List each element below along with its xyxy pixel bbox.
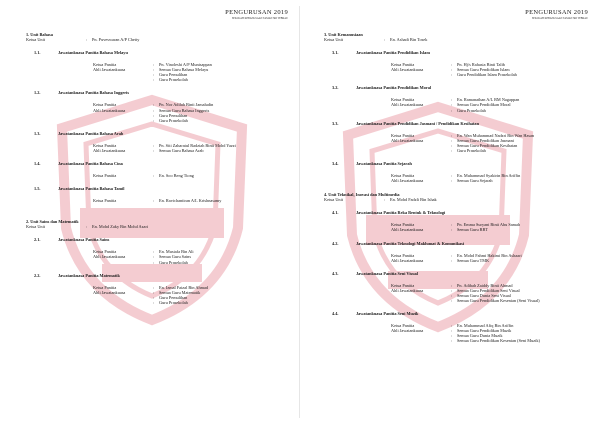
row: Ketua Panitia : Pn. Nor Adilah Binti Jamaludin xyxy=(93,102,214,108)
row: : Guru Prasekolah xyxy=(153,299,188,305)
row: Ahli Jawatankuasa : Semua Guru Sains xyxy=(93,254,191,260)
panel-bahasa-melayu: 1.1. Jawatankuasa Panitia Bahasa Melayu Ketua Panitia : Pn. Vinoleshi A/P Munisappan Ahli Jawatankuasa : Semua Guru Bahasa Melayu : Guru Pemulihan : Guru Prasekolah xyxy=(26,50,294,82)
panel-bahasa-inggeris: 1.2. Jawatankuasa Panitia Bahasa Inggeris Ketua Panitia : Pn. Nor Adilah Binti Jamaludin Ahli Jawatankuasa : Semua Guru Bahasa Inggeris : Guru Pemulihan : Guru Prasekolah xyxy=(26,90,294,122)
header-subtitle: SEKOLAH KEBANGSAAN TAMAN SRI TEBRAU xyxy=(231,17,288,20)
row: : Guru Prasekolah xyxy=(153,259,188,265)
row: Ahli Jawatankuasa : Semua Guru Sejarah xyxy=(391,178,493,184)
panel-seni-muzik: 4.4. Jawatankuasa Panitia Seni Muzik Ketua Panitia : En. Muhammad Afiq Bin Ariffin Ahli Jawatankuasa : Semua Guru Pendidikan Muzik : Semua Guru Dunia Muzik : Semua Guru Pendidikan Kesenian (Seni Muzik) xyxy=(324,311,592,343)
row: : Guru Pemulihan xyxy=(153,294,188,300)
row: Ketua Panitia : En. Mohd Fahmi Hakimi Bin Ashaari xyxy=(391,252,522,258)
row: Ketua Panitia : Pn. Vinoleshi A/P Munisappan xyxy=(93,62,212,68)
row: Ketua Panitia : Pn. Siti Zaharatul Radziah Binti Mohd Yazzi xyxy=(93,142,236,148)
panel-pendidikan-moral: 3.2. Jawatankuasa Panitia Pendidikan Moral Ketua Panitia : En. Ramanathan A/L RM Nagappan Ahli Jawatankuasa : Semua Guru Pendidikan Moral : Guru Prasekolah xyxy=(324,85,592,112)
header-title: PENGURUSAN 2019 xyxy=(525,9,588,16)
row: Ahli Jawatankuasa : Semua Guru Pendidikan Seni Visual xyxy=(391,287,520,293)
row: : Guru Prasekolah xyxy=(153,77,188,83)
row: Ketua Panitia : Pn. Hj/s Rahasia Binti Talib xyxy=(391,62,505,68)
row: : Guru Pendidikan Islam Prasekolah xyxy=(451,72,517,78)
row: Ketua Panitia : Pn. Emma Suryani Binti Abu Samah xyxy=(391,222,521,228)
row: Ketua Panitia : En. Wan Muhammad Nadzri Bin Wan Hasan xyxy=(391,132,535,138)
row: Ketua Panitia : En. Soo Beng Tiong xyxy=(93,173,194,179)
row: Ahli Jawatankuasa : Semua Guru Pendidikan Moral xyxy=(391,102,511,108)
panel-bahasa-tamil: 1.5. Jawatankuasa Panitia Bahasa Tamil Ketua Panitia : En. Ravichantiran A/L Krishnasamy xyxy=(26,186,294,203)
row: Ketua Panitia : En. Izmal Faizal Bin Ahmad xyxy=(93,284,209,290)
row: Ketua Panitia : Pn. Adibah Zaiddy Binti Ahmad xyxy=(391,282,513,288)
row: : Guru Prasekolah xyxy=(451,147,486,153)
row: Ahli Jawatankuasa : Semua Guru Pendidikan Jasmani xyxy=(391,137,514,143)
unit-head-row: Ketua Unit : En. Mohd Zaky Bin Mohd Azari xyxy=(26,224,149,230)
row: Ketua Panitia : En. Ravichantiran A/L Krishnasamy xyxy=(93,198,222,204)
row: : Guru Pemulihan xyxy=(153,112,188,118)
panel-bahasa-arab: 1.3. Jawatankuasa Panitia Bahasa Arab Ketua Panitia : Pn. Siti Zaharatul Radziah Binti Mohd Yazzi Ahli Jawatankuasa : Semua Guru Bahasa Arab xyxy=(26,131,294,153)
row: Ahli Jawatankuasa : Semua Guru Bahasa Inggeris xyxy=(93,107,210,113)
panel-pendidikan-jasmani: 3.3. Jawatankuasa Panitia Pendidikan Jasmani / Pendidikan Kesihatan Ketua Panitia : En. Wan Muhammad Nadzri Bin Wan Hasan Ahli Jawatankuasa : Semua Guru Pendidikan Jasmani : Semua Guru Pendidikan Kesihatan : Guru Prasekolah xyxy=(324,121,592,153)
row: : Semua Guru Pendidikan Kesenian (Seni Muzik) xyxy=(451,338,540,344)
document-page-right xyxy=(300,0,600,424)
content-left xyxy=(26,32,294,305)
row: : Semua Guru Dunia Muzik xyxy=(451,333,503,339)
unit-title: 4. Unit Teknikal, Inovasi dan Multimedia xyxy=(324,192,400,198)
row: Ketua Panitia : En. Muhammad Syakirin Bin Ariffin xyxy=(391,173,521,179)
row: : Semua Guru Pendidikan Kesenian (Seni Visual) xyxy=(451,297,540,303)
row: Ahli Jawatankuasa : Semua Guru Bahasa Melayu xyxy=(93,67,209,73)
page-header-right xyxy=(525,9,588,20)
unit-teknikal-inovasi-multimedia xyxy=(324,192,592,343)
row: Ketua Panitia : En. Muhammad Afiq Bin Ariffin xyxy=(391,323,514,329)
row: Ketua Panitia : En. Ramanathan A/L RM Nagappan xyxy=(391,97,520,103)
row: Ahli Jawatankuasa : Semua Guru Pendidikan Muzik xyxy=(391,328,512,334)
row: : Semua Guru Dunia Seni Visual xyxy=(451,292,511,298)
unit-head-row: Ketua Unit : En. Ashadi Bin Tosek xyxy=(324,37,428,42)
panel-matematik: 2.2. Jawatankuasa Panitia Matematik Ketua Panitia : En. Izmal Faizal Bin Ahmad Ahli Jawatankuasa : Semua Guru Matematik : Guru Pemulihan : Guru Prasekolah xyxy=(26,273,294,305)
unit-title: 1. Unit Bahasa xyxy=(26,32,53,37)
row: Ketua Panitia : En. Mustafa Bin Ali xyxy=(93,249,194,255)
row: : Guru Prasekolah xyxy=(451,107,486,113)
unit-title: 2. Unit Sains dan Matematik xyxy=(26,219,79,225)
page-header-left xyxy=(225,9,288,20)
panel-reka-bentuk-teknologi: 4.1. Jawatankuasa Panitia Reka Bentuk & Teknologi Ketua Panitia : Pn. Emma Suryani Binti Abu Samah Ahli Jawatankuasa : Semua Guru RBT xyxy=(324,210,592,232)
content-right xyxy=(324,32,592,343)
unit-title: 3. Unit Kemanusiaan xyxy=(324,32,363,37)
panel-sains: 2.1. Jawatankuasa Panitia Sains Ketua Panitia : En. Mustafa Bin Ali Ahli Jawatankuasa : Semua Guru Sains : Guru Prasekolah xyxy=(26,237,294,264)
header-subtitle: SEKOLAH KEBANGSAAN TAMAN SRI TEBRAU xyxy=(531,17,588,20)
row: Ahli Jawatankuasa : Semua Guru Pendidikan Islam xyxy=(391,67,510,73)
row: : Guru Pemulihan xyxy=(153,72,188,78)
unit-head-row: Ketua Unit : Pn. Puveswaran A/P Chetty xyxy=(26,37,140,42)
unit-kemanusiaan xyxy=(324,32,592,183)
row: Ahli Jawatankuasa : Semua Guru Bahasa Arab xyxy=(93,147,204,153)
unit-sains-matematik xyxy=(26,219,294,305)
row: : Semua Guru Pendidikan Kesihatan xyxy=(451,142,518,148)
unit-head-row: Ketua Unit : En. Mohd Fadzli Bin Ishak xyxy=(324,197,437,203)
panel-bahasa-cina: 1.4. Jawatankuasa Panitia Bahasa Cina Ketua Panitia : En. Soo Beng Tiong xyxy=(26,161,294,178)
row: Ahli Jawatankuasa : Semua Guru RBT xyxy=(391,227,489,233)
row: : Guru Prasekolah xyxy=(153,117,188,123)
header-title: PENGURUSAN 2019 xyxy=(225,9,288,16)
row: Ahli Jawatankuasa : Semua Guru TMK xyxy=(391,257,490,263)
panel-pendidikan-islam: 3.1. Jawatankuasa Panitia Pendidikan Islam Ketua Panitia : Pn. Hj/s Rahasia Binti Talib Ahli Jawatankuasa : Semua Guru Pendidikan Islam : Guru Pendidikan Islam Prasekolah xyxy=(324,50,592,77)
unit-bahasa xyxy=(26,32,294,203)
row: Ahli Jawatankuasa : Semua Guru Matematik xyxy=(93,289,201,295)
panel-sejarah: 3.4. Jawatankuasa Panitia Sejarah Ketua Panitia : En. Muhammad Syakirin Bin Ariffin Ahli Jawatankuasa : Semua Guru Sejarah xyxy=(324,161,592,183)
panel-seni-visual: 4.3. Jawatankuasa Panitia Seni Visual Ketua Panitia : Pn. Adibah Zaiddy Binti Ahmad Ahli Jawatankuasa : Semua Guru Pendidikan Seni Visual : Semua Guru Dunia Seni Visual : Semua Guru Pendidikan Kesenian (Seni Visual) xyxy=(324,271,592,303)
panel-tmk: 4.2. Jawatankuasa Panitia Teknologi Maklumat & Komunikasi Ketua Panitia : En. Mohd Fahmi Hakimi Bin Ashaari Ahli Jawatankuasa : Semua Guru TMK xyxy=(324,241,592,263)
